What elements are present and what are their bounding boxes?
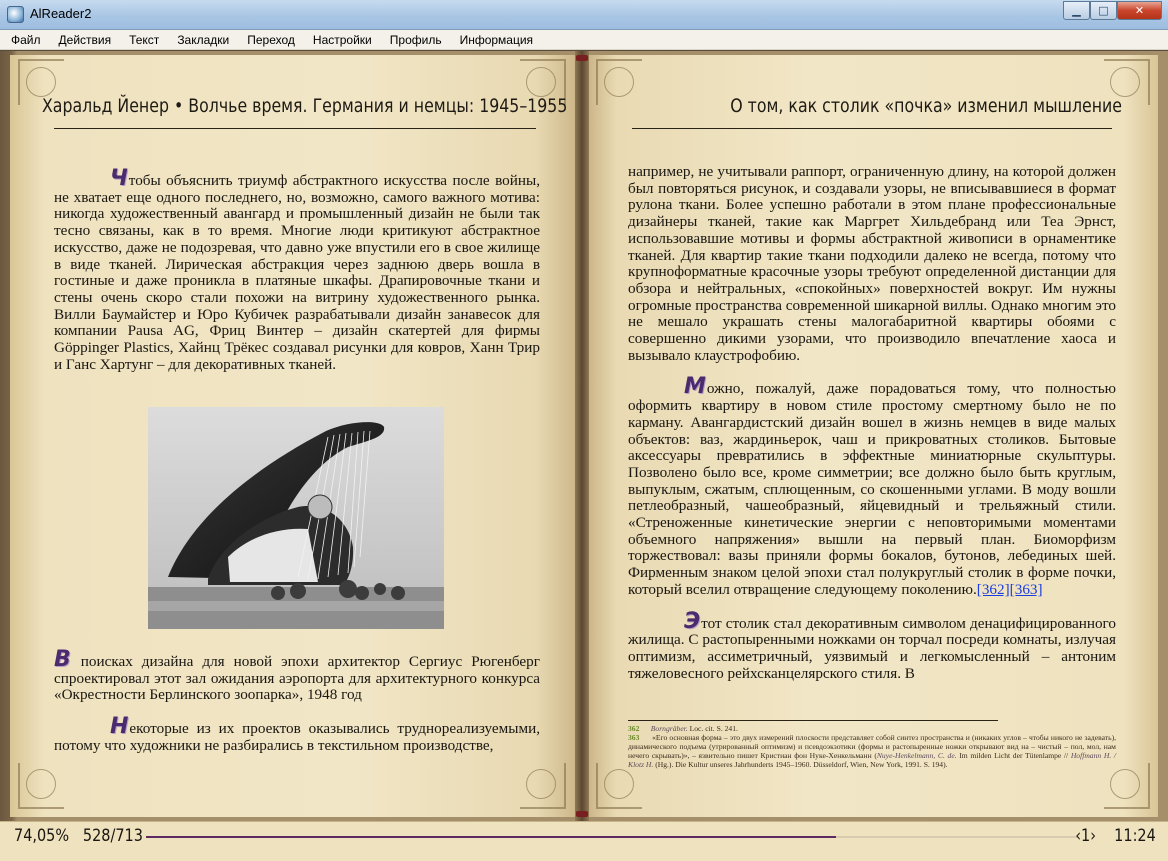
drop-cap: В	[54, 647, 71, 672]
reading-position	[14, 826, 143, 846]
menu-actions[interactable]: Действия	[58, 32, 112, 47]
status-right	[1062, 826, 1156, 846]
paragraph	[628, 608, 1116, 683]
progress-bar[interactable]	[146, 836, 1078, 838]
close-button[interactable]: ✕	[1117, 1, 1162, 20]
menu-bar	[0, 30, 1168, 50]
airport-model-photo	[148, 407, 444, 629]
paragraph-text: тот столик стал декоративным символом денацифицированного жилища. С растопыренными ножками он торчал посреди комнаты, излучая оптимизм, ассиметричный, уязвимый и легкомысленный – антоним тяжеловесного рейхсканцелярского стиля. В	[628, 614, 1116, 682]
corner-ornament	[596, 763, 642, 809]
right-text-block	[628, 164, 1116, 699]
drop-cap: Ч	[110, 166, 128, 191]
paragraph	[628, 374, 1116, 598]
maximize-button[interactable]: □	[1090, 1, 1117, 20]
photo-caption	[54, 647, 540, 772]
caption-paragraph	[54, 647, 540, 704]
footnotes	[628, 724, 1116, 769]
spine-ornament	[576, 811, 588, 817]
footnote-rule	[628, 720, 998, 721]
spine-ornament	[576, 55, 588, 61]
drop-cap: М	[684, 374, 706, 400]
drop-cap: Н	[110, 714, 129, 740]
minimize-button[interactable]: ▁	[1063, 1, 1090, 20]
window-controls	[1063, 1, 1162, 20]
corner-ornament	[1104, 763, 1150, 809]
header-rule	[632, 128, 1112, 129]
header-rule	[54, 128, 536, 129]
paragraph-text: ожно, пожалуй, даже порадоваться тому, что полностью оформить квартиру в новом стиле простому смертному было не по карману. Авангардистский дизайн вошел в жизнь немцев в виде малых объектов: ваз, жардиньерок, чаш и прикроватных столиков. Бытовые аксессуары превратились в эффектные миниатюрные скульптуры. Позволено было все, кроме симметрии; все должно было быть круглым, выпуклым, сжатым, сплющенным, со скошенными углами. В моду вошли петлеобразный, чашеобразный, яйцевидный и трельяжный стили. «Стреноженные кинетические энергии с неповторимыми моментами объемного напряжения» вышли на первый план. Биоморфизм торжествовал: вазы приняли формы бокалов, бутонов, лебединых шей. Фирменным знаком целой эпохи стал полукруглый столик в форме почки, который вселил отвращение следующему поколению.	[628, 380, 1116, 598]
right-running-head: О том, как столик «почка» изменил мышление	[730, 95, 1122, 117]
book-spine	[575, 51, 589, 821]
page-marker[interactable]: ‹1›	[1075, 826, 1097, 846]
drop-cap: Э	[684, 608, 701, 634]
left-running-head: Харальд Йенер • Волчье время. Германия и немцы: 1945–1955	[42, 95, 568, 117]
window-title: AlReader2	[30, 6, 92, 21]
paragraph	[54, 714, 540, 754]
menu-profile[interactable]: Профиль	[389, 32, 442, 47]
paragraph	[54, 166, 540, 373]
menu-text[interactable]: Текст	[129, 32, 160, 47]
percent-read: 74,05%	[14, 826, 70, 846]
caption-text: поисках дизайна для новой эпохи архитектор Сергиус Рюгенберг спроектировал этот зал ожидания аэропорта для архитектурного конкурса «Окрестности Берлинского зоопарка», 1948 год	[54, 653, 540, 704]
menu-info[interactable]: Информация	[459, 32, 534, 47]
paragraph-text: екоторые из их проектов оказывались труднореализуемыми, потому что художники не разбирались в текстильном производстве,	[54, 720, 540, 754]
left-text-block	[54, 166, 540, 390]
status-bar	[0, 821, 1168, 861]
menu-bookmarks[interactable]: Закладки	[177, 32, 230, 47]
footnote-363: 363 «Его основная форма – это двух измерений плоскости представляет собой синтез пространства и (никаких углов – чтобы никого не задевать), динамического подъема (утрированный оптимизм) и псевдоэкзотики (формы и растопыренные ножки открывают вид на – чистый – пол, мол, нам нечего скрывать)», – язвительно пишет Кристиан фон Нуке-Хенкельманн (Nuye-Henkelmann, C. de. Im milden Licht der Tütenlampe // Hoffmann H. / Klotz H. (Hg.). Die Kultur unseres Jahrhunderts 1945–1960. Düsseldorf, Wien, New York, 1991. S. 194).	[628, 733, 1117, 769]
footnote-362: 362 Borngräber. Loc. cit. S. 241.	[628, 724, 738, 733]
title-bar	[0, 0, 1168, 30]
app-icon[interactable]	[7, 6, 24, 23]
book-view[interactable]	[0, 51, 1168, 821]
paragraph	[628, 164, 1116, 364]
menu-navigate[interactable]: Переход	[247, 32, 295, 47]
paragraph-text: тобы объяснить триумф абстрактного искусства после войны, не хватает еще одного последнего, но, возможно, самого важного мотива: никогда художественный авангард и промышленный дизайн не были так тесно связаны, как в то время. Многие люди критикуют абстрактное искусство, даже не подозревая, что давно уже впустили его в свое жилище в виде тканей. Лирическая абстракция через заднюю дверь вошла в гостиные и даже проникла в платяные шкафы. Драпировочные ткани и стены очень скоро стали похожи на витрину художественного рынка. Вилли Баумайстер и Юро Кубичек разрабатывали дизайн занавесок для компании Pausa AG, Фриц Винтер – дизайн скатертей для фирмы Göppinger Plastics, Хайнц Трёкес создавал рисунки для ковров, Ханн Трир и Ганс Хартунг – для декоративных тканей.	[54, 172, 540, 373]
clock: 11:24	[1114, 826, 1156, 846]
footnote-link[interactable]: [362][363]	[976, 580, 1043, 598]
page-counter[interactable]: 528/713	[82, 826, 143, 846]
paragraph-text: например, не учитывали раппорт, ограниченную длину, на которой должен был повторяться рисунок, и создавали узоры, не вписывавшиеся в формат рулона ткани. Более успешно работали в этом плане профессиональные дизайнеры тканей, такие как Маргрет Хильдебранд или Теа Эрнст, использовавшие мотивы и формы абстрактной живописи в орнаментике тканей. Для квартир такие ткани подходили далеко не всегда, потому что крупноформатные красочные узоры требуют определенной дистанции для обзора и нейтральных, «спокойных» поверхностей вокруг. Им нужны огромные пространства современной шикарной виллы. Однако многим это не мешало украшать стены малогабаритной квартиры обоями с совершенно дикими узорами, что производило впечатление хаоса и вызывало клаустрофобию.	[628, 163, 1116, 364]
corner-ornament	[596, 59, 642, 105]
menu-file[interactable]: Файл	[11, 32, 41, 47]
progress-fill	[146, 836, 836, 838]
menu-settings[interactable]: Настройки	[312, 32, 372, 47]
